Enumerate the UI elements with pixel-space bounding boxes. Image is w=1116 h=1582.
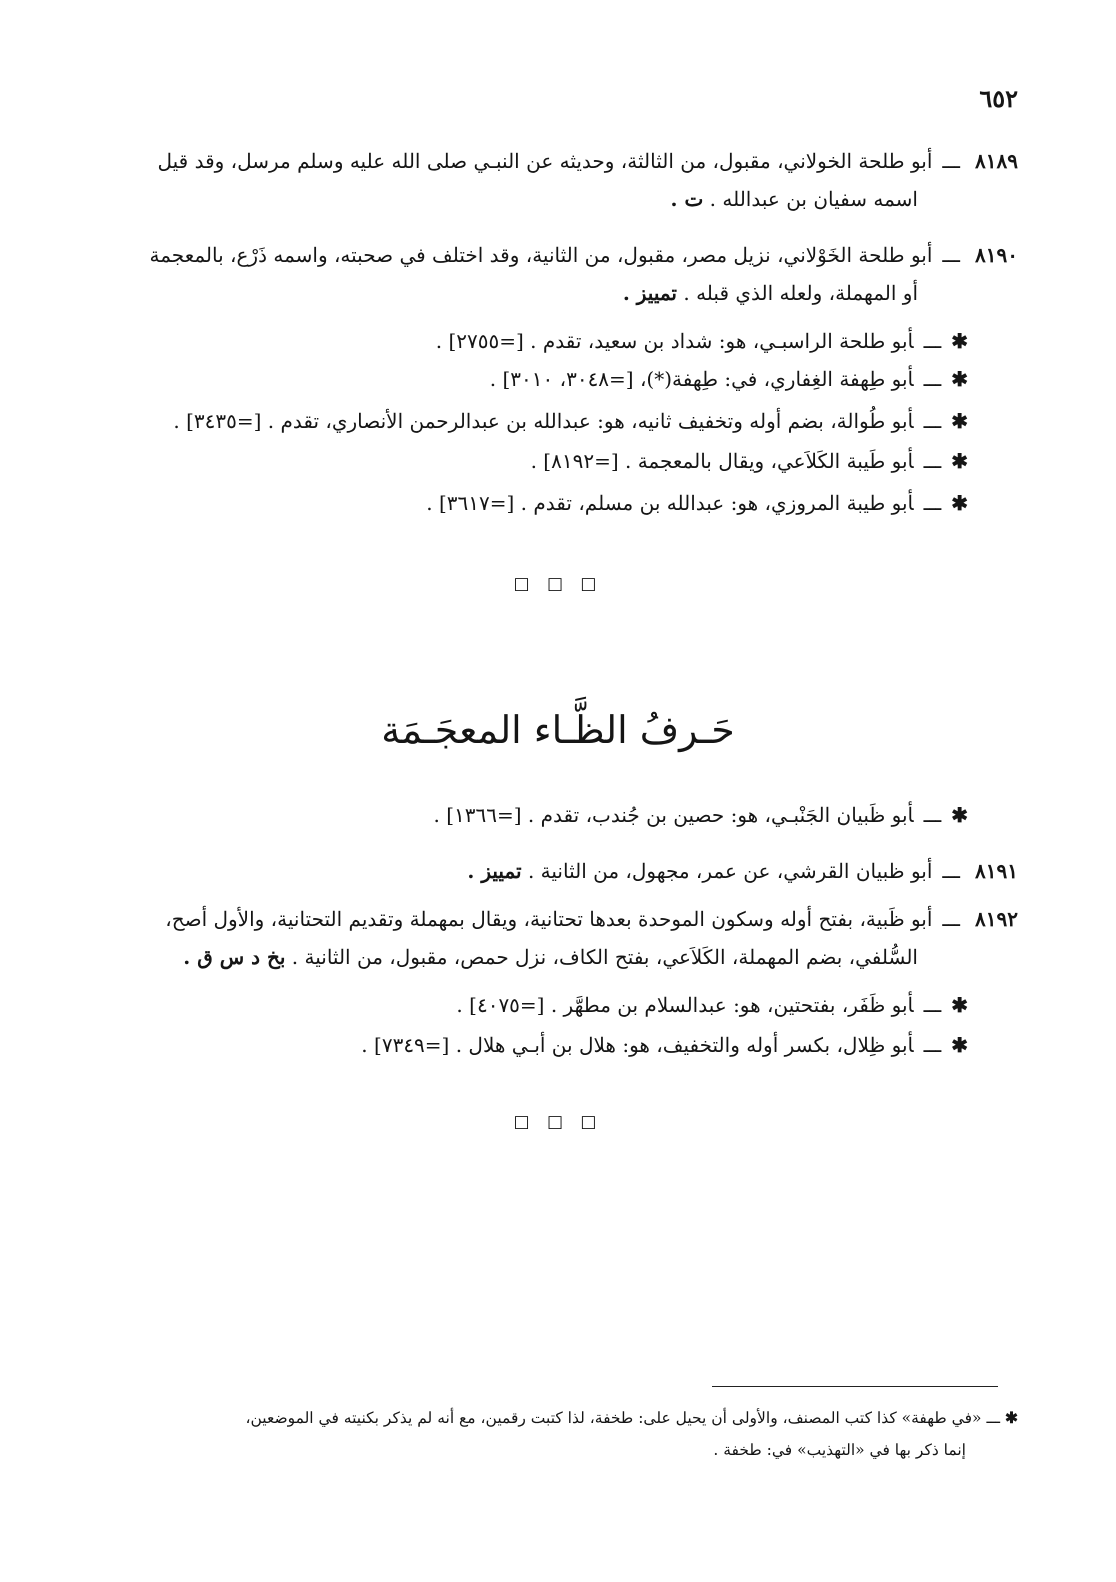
asterisk-icon: ✱ <box>951 491 968 515</box>
ref-dash: ـــ <box>923 1033 942 1057</box>
entry-8192 <box>68 900 1018 976</box>
section-heading: حَـرفُ الظَّـاء المعجَـمَة <box>381 708 735 752</box>
asterisk-icon: ✱ <box>951 449 968 473</box>
entry-dash: ـــ <box>942 149 960 173</box>
cross-reference <box>456 986 968 1024</box>
cross-reference <box>436 322 968 360</box>
asterisk-icon: ✱ <box>951 409 968 433</box>
ref-dash: ـــ <box>923 409 942 433</box>
cross-reference <box>434 796 968 834</box>
ref-dash: ـــ <box>923 993 942 1017</box>
entry-8191 <box>68 852 1018 890</box>
ref-text: أبو طيبة المروزي، هو: عبدالله بن مسلم، تقدم . [=٣٦١٧] . <box>426 491 914 515</box>
entry-signature: تمييز . <box>467 859 522 883</box>
ref-dash: ـــ <box>923 491 942 515</box>
ref-text: أبو ظَفَر، بفتحتين، هو: عبدالسلام بن مطهَّر . [=٤٠٧٥] . <box>456 993 914 1017</box>
ref-text: أبو طُوالة، بضم أوله وتخفيف ثانيه، هو: عبدالله بن عبدالرحمن الأنصاري، تقدم . [=٣٤٣٥] . <box>173 409 914 433</box>
ref-text: أبو ظِلال، بكسر أوله والتخفيف، هو: هلال بن أبـي هلال . [=٧٣٤٩] . <box>361 1033 914 1057</box>
cross-reference <box>426 484 968 522</box>
footnote-dash: ـــ <box>986 1409 1001 1427</box>
asterisk-icon: ✱ <box>951 1033 968 1057</box>
footnote-line-1: «في طهفة» كذا كتب المصنف، والأولى أن يحيل على: طخفة، لذا كتبت رقمين، مع أنه لم يذكر بكنيته في الموضعين، <box>245 1409 982 1427</box>
ref-dash: ـــ <box>923 449 942 473</box>
entry-continuation <box>68 938 1018 976</box>
cross-reference <box>490 360 968 398</box>
entry-dash: ـــ <box>942 243 960 267</box>
asterisk-icon: ✱ <box>951 367 968 391</box>
ref-dash: ـــ <box>923 367 942 391</box>
entry-8189 <box>68 142 1018 218</box>
entry-text: أبو ظبيان القرشي، عن عمر، مجهول، من الثانية . <box>527 859 933 883</box>
entry-text: أبو طلحة الخولاني، مقبول، من الثالثة، وحديثه عن النبـي صلى الله عليه وسلم مرسل، وقد قيل <box>157 149 933 173</box>
footnote-line-2: إنما ذكر بها في «التهذيب» في: طخفة . <box>713 1441 966 1459</box>
entry-number: ٨١٩١ <box>975 859 1018 883</box>
footnote-rule <box>712 1386 998 1387</box>
entry-8190 <box>68 236 1018 312</box>
ref-text: أبو طلحة الراسبـي، هو: شداد بن سعيد، تقدم . [=٢٧٥٥] . <box>435 329 914 353</box>
entry-continuation <box>68 180 1018 218</box>
entry-text-cont: أو المهملة، ولعله الذي قبله . <box>683 281 918 305</box>
entry-number: ٨١٩٠ <box>975 243 1018 267</box>
ref-text: أبو ظَبيان الجَنْبـي، هو: حصين بن جُندب، تقدم . [=١٣٦٦] . <box>433 803 914 827</box>
entry-dash: ـــ <box>942 907 960 931</box>
entry-dash: ـــ <box>942 859 960 883</box>
cross-reference <box>173 402 968 440</box>
entry-signature: ت . <box>670 187 704 211</box>
cross-reference <box>531 442 968 480</box>
entry-number: ٨١٨٩ <box>975 149 1018 173</box>
ref-text: أبو طَيبة الكَلاَعي، ويقال بالمعجمة . [=٨١٩٢] . <box>530 449 914 473</box>
entry-text-cont: اسمه سفيان بن عبدالله . <box>709 187 918 211</box>
entry-continuation <box>68 274 1018 312</box>
entry-number: ٨١٩٢ <box>975 907 1018 931</box>
asterisk-icon: ✱ <box>951 803 968 827</box>
entry-text-cont: السُّلفي، بضم المهملة، الكَلاَعي، بفتح الكاف، نزل حمص، مقبول، من الثانية . <box>291 945 918 969</box>
entry-signature: تمييز . <box>622 281 677 305</box>
entry-text: أبو طلحة الخَوْلاني، نزيل مصر، مقبول، من الثانية، وقد اختلف في صحبته، واسمه ذَرْع، بالمعجمة <box>149 243 933 267</box>
cross-reference <box>361 1026 968 1064</box>
asterisk-icon: ✱ <box>1005 1408 1018 1427</box>
footnote <box>63 1402 1018 1466</box>
ref-dash: ـــ <box>923 803 942 827</box>
page-number: ٦٥٢ <box>979 84 1018 113</box>
entry-signature: بخ د س ق . <box>183 945 286 969</box>
ref-dash: ـــ <box>923 329 942 353</box>
section-separator: □ □ □ <box>513 574 603 594</box>
section-separator: □ □ □ <box>513 1112 603 1132</box>
entry-text: أبو ظَبية، بفتح أوله وسكون الموحدة بعدها تحتانية، ويقال بمهملة وتقديم التحتانية، والأول أصح، <box>165 907 933 931</box>
asterisk-icon: ✱ <box>951 993 968 1017</box>
ref-text: أبو طِهفة الغِفاري، في: طِهفة(*)، [=٣٠٤٨، ٣٠١٠] . <box>489 367 914 391</box>
asterisk-icon: ✱ <box>951 329 968 353</box>
